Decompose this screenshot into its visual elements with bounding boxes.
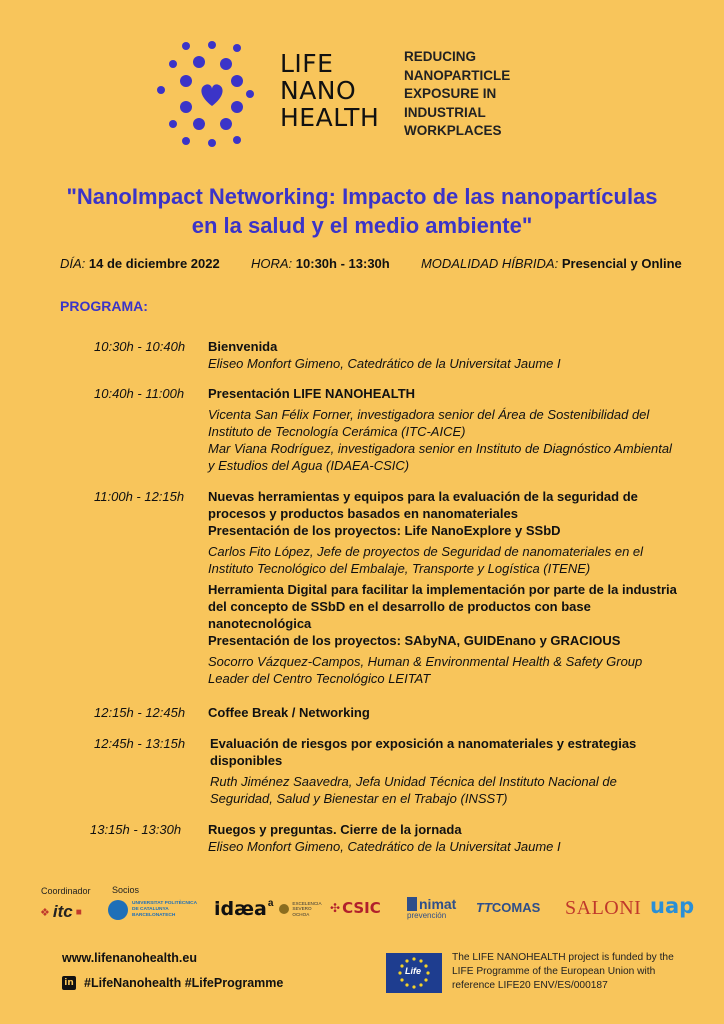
tagline-line: REDUCING [404, 49, 477, 64]
comas-logo [476, 900, 540, 915]
severo-line: SEVERO [292, 906, 312, 912]
csic-logo [330, 899, 381, 917]
social-hashtags [62, 976, 283, 990]
socios-label: Socios [112, 885, 140, 895]
csic-text: CSIC [342, 899, 381, 917]
upc-line: BARCELONATECH [132, 913, 176, 918]
life-text: Life [405, 966, 422, 976]
severo-ochoa-seal-icon [279, 904, 289, 914]
programa-content [210, 735, 680, 807]
brand-line: LIFE [280, 49, 334, 78]
itc-emblem-icon: ❖ [40, 906, 50, 919]
tagline [404, 48, 510, 141]
session-title: Herramienta Digital para facilitar la implementación por parte de la industria del concepto de SSbD en el desarrollo de productos con base nanotecnológica [208, 582, 677, 631]
speaker: Mar Viana Rodríguez, investigadora senior en Instituto de Diagnóstico Ambiental y Estudios del Agua (IDAEA-CSIC) [208, 441, 672, 473]
speaker: Carlos Fito López, Jefe de proyectos de Seguridad de nanomateriales en el Instituto Tecnológico del Embalaje, Transporte y Logística (ITENE) [208, 544, 644, 576]
session-title: Ruegos y preguntas. Cierre de la jornada [208, 822, 462, 837]
programa-time: 13:15h - 13:30h [90, 822, 182, 837]
session-subtitle: Presentación de los proyectos: Life NanoExplore y SSbD [208, 523, 561, 538]
itc-seal-icon: ■ [75, 906, 82, 918]
speaker: Socorro Vázquez-Campos, Human & Environmental Health & Safety Group Leader del Centro Tecnológico LEITAT [208, 654, 643, 686]
tagline-line: NANOPARTICLE [404, 67, 511, 83]
event-meta [60, 256, 682, 271]
severo-line: OCHOA [292, 911, 310, 917]
nimat-text: nimat [419, 896, 457, 912]
funding-notice: The LIFE NANOHEALTH project is funded by the LIFE Programme of the European Union with reference LIFE20 ENV/ES/000187 [452, 952, 674, 991]
upc-line: UNIVERSITAT POLITÈCNICA [132, 901, 198, 906]
modalidad-value: Presencial y Online [561, 256, 682, 271]
severo-ochoa-text [292, 901, 321, 918]
programa-time: 12:45h - 13:15h [94, 736, 186, 751]
hashtags-text: #LifeNanohealth #LifeProgramme [84, 976, 284, 990]
programa-time: 12:15h - 12:45h [94, 705, 186, 720]
upc-globe-icon [108, 900, 128, 920]
logo-dots-icon [155, 40, 255, 148]
tagline-line: EXPOSURE IN [404, 86, 497, 101]
nimat-bar-icon [407, 897, 417, 911]
uap-logo: uap [650, 894, 695, 918]
session-title: Coffee Break / Networking [208, 705, 370, 720]
session-subtitle: Presentación de los proyectos: SAbyNA, GUIDEnano y GRACIOUS [208, 633, 621, 648]
hora-value: 10:30h - 13:30h [295, 256, 390, 271]
programa-content [208, 704, 678, 721]
speaker: Eliseo Monfort Gimeno, Catedrático de la Universitat Jaume I [208, 839, 561, 854]
session-title: Bienvenida [208, 339, 278, 354]
comas-text: COMAS [491, 900, 541, 915]
speaker: Vicenta San Félix Forner, investigadora senior del Área de Sostenibilidad del Instituto de Tecnología Cerámica (ITC-AICE) [208, 407, 650, 439]
brand-line: HEALTH [280, 103, 380, 132]
session-title: Nuevas herramientas y equipos para la evaluación de la seguridad de procesos y productos basados en nanomateriales [208, 489, 638, 521]
linkedin-icon[interactable]: in [62, 976, 76, 990]
idaea-logo [214, 898, 322, 920]
brand-name [280, 50, 379, 131]
itc-logo [40, 902, 82, 922]
session-title: Evaluación de riesgos por exposición a nanomateriales y estrategias disponibles [210, 736, 637, 768]
tagline-line: WORKPLACES [404, 123, 502, 138]
programa-content [208, 385, 678, 474]
nimat-subtext: prevención [407, 911, 447, 920]
comas-mark-icon: TT [476, 900, 492, 915]
title-line: en la salud y el medio ambiente" [191, 213, 533, 238]
session-title: Presentación LIFE NANOHEALTH [208, 386, 416, 401]
website-link[interactable]: www.lifenanohealth.eu [62, 951, 197, 965]
hora-label: HORA: [250, 256, 293, 271]
idaea-text: idæa [214, 898, 267, 920]
dia-value: 14 de diciembre 2022 [88, 256, 220, 271]
tagline-line: INDUSTRIAL [404, 104, 486, 120]
eu-life-flag [386, 953, 442, 993]
upc-line: DE CATALUNYA [132, 907, 169, 912]
upc-logo [108, 900, 197, 920]
programa-content [208, 821, 678, 855]
speaker: Ruth Jiménez Saavedra, Jefa Unidad Técnica del Instituto Nacional de Seguridad, Salud y Bienestar en el Trabajo (INSST) [210, 774, 617, 806]
csic-emblem-icon: ✣ [330, 901, 341, 915]
programa-content [208, 338, 678, 372]
programa-time: 10:30h - 10:40h [94, 339, 186, 354]
programa-heading: PROGRAMA: [60, 298, 148, 314]
brand-line: NANO [280, 76, 357, 105]
itc-text: itc [52, 902, 73, 921]
idaea-superscript: a [267, 897, 274, 909]
saloni-logo: SALONI [565, 897, 642, 919]
dia-label: DÍA: [60, 256, 86, 271]
nimat-logo [407, 896, 456, 920]
speaker: Eliseo Monfort Gimeno, Catedrático de la Universitat Jaume I [208, 356, 561, 371]
upc-text [132, 901, 197, 919]
title-line: "NanoImpact Networking: Impacto de las nanopartículas [66, 184, 658, 209]
programa-content [208, 488, 678, 687]
coordinador-label: Coordinador [41, 886, 91, 896]
event-title [20, 182, 704, 240]
programa-time: 10:40h - 11:00h [94, 386, 185, 401]
programa-time: 11:00h - 12:15h [94, 489, 185, 504]
modalidad-label: MODALIDAD HÍBRIDA: [420, 256, 559, 271]
severo-line: EXCELENCIA [292, 900, 322, 906]
